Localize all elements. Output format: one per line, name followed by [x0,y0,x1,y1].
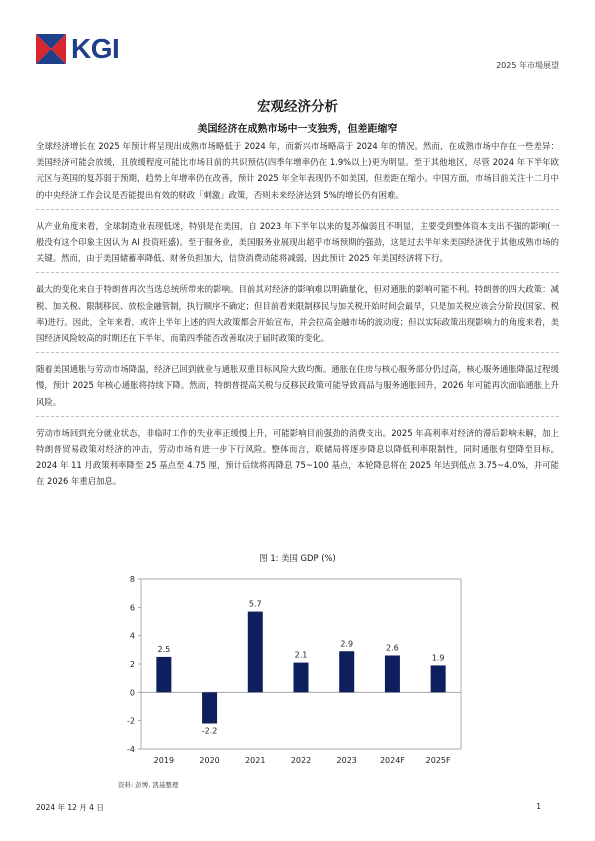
data-label-2025F: 1.9 [431,653,445,663]
divider [36,352,559,353]
paragraph-4: 随着美国通胀与劳动市场降温，经济已回到就业与通胀双重目标风险大致均衡。通胀在住房与核心服务部分仍过高，核心服务通胀降温过程缓慢，预计 2025 年核心通胀将持续下降。然而，特朗普提高关税与反移民政策可能导致商品与服务通胀回升，2026 年可能再次面临通胀上升风险。 [36,364,559,407]
x-tick-label-2021: 2021 [245,756,266,765]
figure-title: 图 1: 美国 GDP (%) [259,553,336,563]
page-number: 1 [536,802,541,811]
logo-text: KGI [71,33,120,64]
bar-2025F [431,665,446,692]
company-logo [36,34,119,64]
bar-2023 [339,651,354,692]
bar-2019 [156,657,171,692]
divider [36,272,559,273]
bar-2021 [248,612,263,693]
bar-2022 [294,663,309,693]
x-tick-label-2022: 2022 [290,756,312,765]
data-label-2020: -2.2 [201,726,218,736]
divider [36,209,559,210]
paragraph-3: 最大的变化来自于特朗普再次当选总统所带来的影响。目前其对经济的影响难以明确量化，但对通胀的影响可能不利。特朗普的四大政策：减税、加关税、限制移民、放松金融管制，执行顺序不确定；但目前看来限制移民与加关税开始时间会最早，只是加关税应该会分阶段(国家、税率)进行。因此，全年来看，或许上半年上述的四大政策都会开始宣布，并会拉高金融市场的波动度；但以实际政策出现影响力的角度来看，美国经济风险较高的时期还在下半年，而第四季能否改善取决于届时政策的变化。 [36,284,559,344]
data-label-2022: 2.1 [294,650,308,660]
x-tick-label-2023: 2023 [336,756,357,765]
y-tick-label: -2 [127,716,135,726]
gdp-bar-chart [113,567,473,777]
bar-2020 [202,692,217,723]
data-label-2021: 5.7 [248,599,262,609]
page-title: 宏观经济分析 [257,99,338,115]
y-tick-label: 8 [129,575,135,584]
gdp-chart [113,567,473,777]
article-body [36,138,559,490]
data-label-2019: 2.5 [157,644,171,654]
report-label: 2025 年市場展望 [496,61,559,70]
paragraph-2: 从产业角度来看，全球制造业表现低迷，特别是在美国，自 2023 年下半年以来的复苏偏弱且不明显，主要受到整体资本支出不强的影响(一般没有这个印象主因认为 AI 投资旺盛)。至于服务业，美国服务业展现出超乎市场预期的强劲，这是过去半年来美国经济优于其他成熟市场的关键。然而，由于美国储蓄率降低、财务负担加大，信贷消费动能将减弱，因此预计 2025 年美国经济将下行。 [36,220,559,264]
figure-source: 资料: 彭博, 凯基整理 [118,781,179,789]
kgi-logo-icon [36,34,66,64]
paragraph-5: 劳动市场回到充分就业状态，非临时工作的失业率正缓慢上升，可能影响目前强劲的消费支出。2025 年高利率对经济的滞后影响未解，加上特朗普贸易政策对经济的冲击，劳动市场有进一步下行风险。整体而言，联储局将逐步降息以降低利率限制性，同时通胀有望降至目标。2024 年 11 月政策利率降至 25 基点至 4.75 厘，预计后续将再降息 75~100 基点，本轮降息将在 2025 年达到低点 3.75~4.0%，并可能在 2026 年重启加息。 [36,427,559,487]
y-tick-label: 2 [129,660,135,669]
x-tick-label-2024F: 2024F [379,756,405,765]
y-tick-label: 0 [129,688,135,698]
y-tick-label: -4 [127,745,135,754]
data-label-2024F: 2.6 [386,643,399,653]
bar-2024F [385,656,400,693]
y-tick-label: 6 [129,603,135,613]
divider [36,416,559,417]
y-tick-label: 4 [129,631,135,641]
page-subtitle: 美国经济在成熟市场中一支独秀，但差距缩窄 [197,124,398,135]
paragraph-1: 全球经济增长在 2025 年预计将呈现出成熟市场略低于 2024 年，而新兴市场略高于 2024 年的情况。然而，在成熟市场中存在一些差异：美国经济可能会放缓，且放缓程度可能比市场目前的共识预估(四季年增率仍在 1.9%以上)更为明显。至于其他地区，尽管 2024 年下半年欧元区与英国的复苏弱于预期，趋势上年增率仍在改善，预计 2025 年全年表现仍不如美国，但差距在缩小。中国方面，市场目前关注十二月中的中央经济工作会议是否能提出有效的财政「刺激」政策，否则未来经济达到 5%的增长仍有困难。 [36,141,559,200]
footer-date: 2024 年 12 月 4 日 [36,803,104,812]
x-tick-label-2019: 2019 [153,756,175,765]
x-tick-label-2020: 2020 [199,756,220,765]
data-label-2023: 2.9 [340,639,354,649]
x-tick-label-2025F: 2025F [425,756,451,765]
